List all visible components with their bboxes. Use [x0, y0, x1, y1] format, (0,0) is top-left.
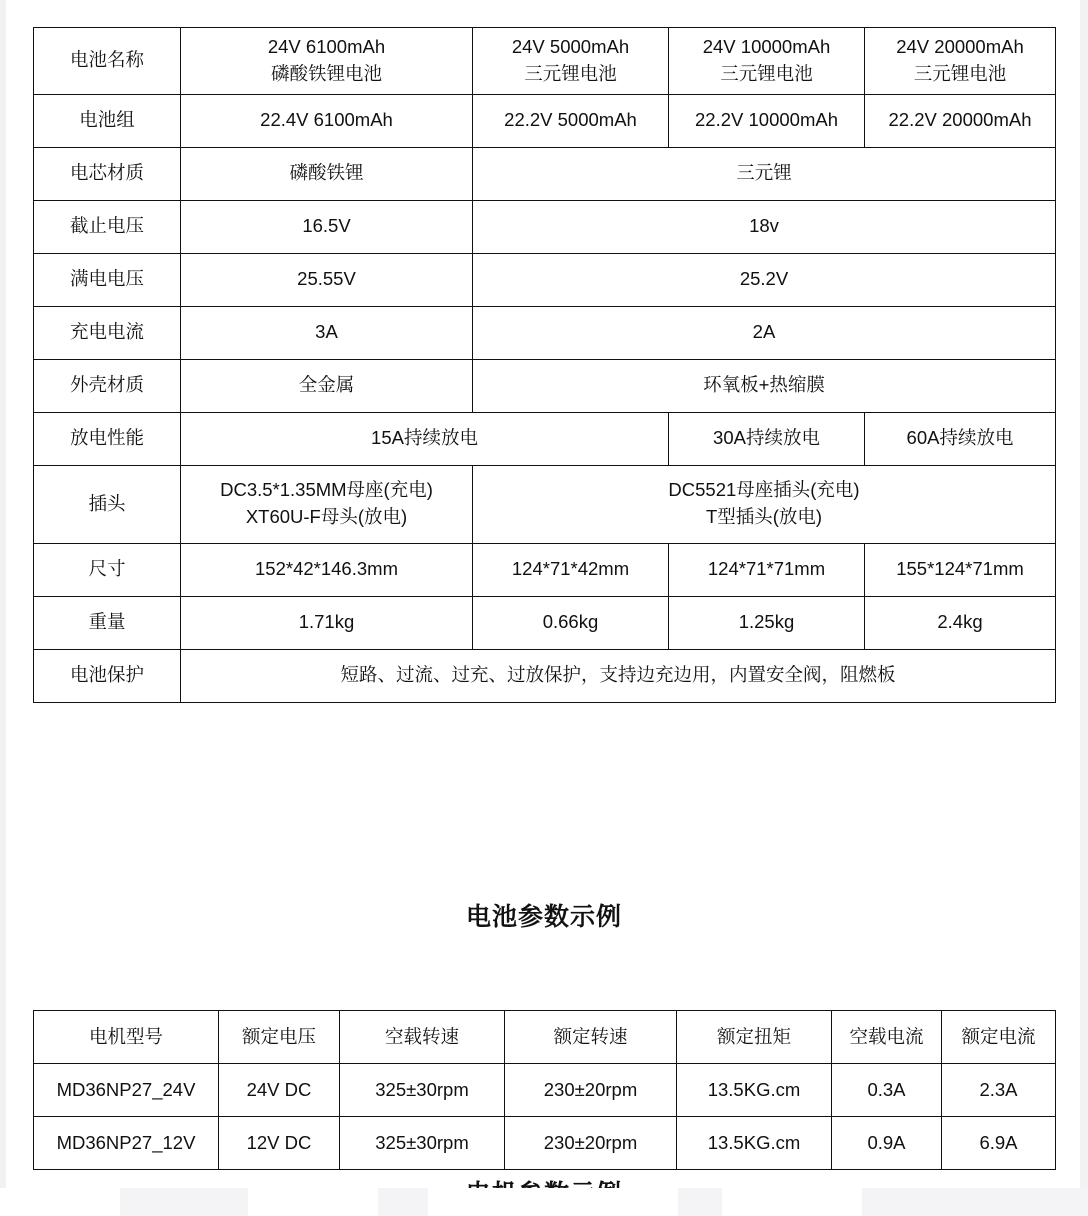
- motor-spec-table: [33, 1010, 1056, 1170]
- table-row: [34, 465, 1056, 543]
- cell-line: 22.2V 10000mAh: [695, 109, 838, 131]
- table-cell: [865, 543, 1056, 596]
- table-cell: [181, 306, 473, 359]
- table-cell: [181, 649, 1056, 702]
- table-row: [34, 28, 1056, 95]
- row-label: 尺寸: [34, 543, 181, 596]
- column-header: 额定扭矩: [677, 1011, 832, 1064]
- table-cell: [181, 543, 473, 596]
- table-cell: [181, 359, 473, 412]
- table-row: [34, 359, 1056, 412]
- table-cell: [473, 306, 1056, 359]
- table-cell: [473, 253, 1056, 306]
- motor-spec-table-container: [33, 1010, 1055, 1170]
- table-cell: 230±20rpm: [505, 1117, 677, 1170]
- table-cell: 24V DC: [219, 1064, 340, 1117]
- cell-line: 24V 20000mAh: [896, 36, 1024, 57]
- row-label: 截止电压: [34, 200, 181, 253]
- table-cell: 12V DC: [219, 1117, 340, 1170]
- cell-line: 24V 6100mAh: [267, 36, 386, 57]
- cell-line: XT60U-F母头(放电): [245, 506, 408, 528]
- cell-line: 三元锂电池: [524, 62, 617, 84]
- row-label: 电池组: [34, 94, 181, 147]
- cell-line: 3A: [315, 321, 338, 343]
- cell-line: 124*71*42mm: [511, 558, 630, 580]
- cell-line: T型插头(放电): [705, 506, 823, 528]
- table-row: [34, 94, 1056, 147]
- cell-line: 短路、过流、过充、过放保护，支持边充边用，内置安全阀，阻燃板: [340, 664, 896, 686]
- cell-line: 24V 10000mAh: [702, 36, 831, 57]
- table-cell: [669, 94, 865, 147]
- cell-line: 25.55V: [297, 268, 356, 290]
- column-header: 额定电流: [942, 1011, 1056, 1064]
- cell-line: 2.4kg: [937, 611, 983, 633]
- table-cell: [181, 596, 473, 649]
- table-cell: 2.3A: [942, 1064, 1056, 1117]
- table-cell: [181, 147, 473, 200]
- table-row: [34, 147, 1056, 200]
- table-row: [34, 200, 1056, 253]
- table-cell: [181, 28, 473, 95]
- cell-line: 磷酸铁锂: [289, 162, 364, 184]
- table-cell: [473, 465, 1056, 543]
- cell-line: 18v: [749, 215, 779, 237]
- cell-line: 30A持续放电: [713, 427, 820, 449]
- table-row: [34, 253, 1056, 306]
- cell-line: 磷酸铁锂电池: [270, 62, 382, 84]
- table-row: [34, 1064, 1056, 1117]
- table-cell: 13.5KG.cm: [677, 1064, 832, 1117]
- battery-spec-table: [33, 27, 1056, 703]
- table-row: [34, 412, 1056, 465]
- table-cell: [181, 465, 473, 543]
- table-cell: [181, 412, 669, 465]
- table-cell: [181, 253, 473, 306]
- table-row: [34, 596, 1056, 649]
- cell-line: 152*42*146.3mm: [255, 558, 398, 580]
- table-row: [34, 543, 1056, 596]
- cell-line: 22.2V 5000mAh: [504, 109, 637, 131]
- row-label: 充电电流: [34, 306, 181, 359]
- column-header: 空载转速: [340, 1011, 505, 1064]
- table-cell: [181, 200, 473, 253]
- table-cell: [473, 94, 669, 147]
- table-cell: 230±20rpm: [505, 1064, 677, 1117]
- table-cell: 0.9A: [832, 1117, 942, 1170]
- row-label: 放电性能: [34, 412, 181, 465]
- bottom-chip: [428, 1188, 678, 1216]
- cell-line: DC5521母座插头(充电): [668, 479, 860, 501]
- table-cell: [669, 412, 865, 465]
- row-label: 电池保护: [34, 649, 181, 702]
- cell-line: 25.2V: [739, 268, 789, 290]
- table-cell: [865, 412, 1056, 465]
- table-cell: 0.3A: [832, 1064, 942, 1117]
- cell-line: 124*71*71mm: [707, 558, 826, 580]
- cell-line: 22.4V 6100mAh: [260, 109, 393, 131]
- cell-line: 60A持续放电: [906, 427, 1014, 449]
- cell-line: 16.5V: [302, 215, 351, 237]
- page-bottom-band: [0, 1188, 1088, 1216]
- cell-line: 1.25kg: [738, 611, 795, 633]
- column-header: 电机型号: [34, 1011, 219, 1064]
- cell-line: 24V 5000mAh: [511, 36, 630, 57]
- row-label: 重量: [34, 596, 181, 649]
- row-label: 满电电压: [34, 253, 181, 306]
- cell-line: 三元锂电池: [913, 62, 1007, 84]
- cell-line: 155*124*71mm: [896, 558, 1024, 580]
- table-row: [34, 1117, 1056, 1170]
- table-cell: [473, 28, 669, 95]
- bottom-chip: [722, 1188, 862, 1216]
- table-cell: 6.9A: [942, 1117, 1056, 1170]
- row-label: 插头: [34, 465, 181, 543]
- table-cell: [865, 596, 1056, 649]
- table-cell: [181, 94, 473, 147]
- table-cell: 325±30rpm: [340, 1064, 505, 1117]
- cell-line: 15A持续放电: [371, 427, 478, 449]
- cell-line: 三元锂电池: [720, 62, 813, 84]
- table-cell: [473, 543, 669, 596]
- cell-line: 1.71kg: [298, 611, 355, 633]
- cell-line: 22.2V 20000mAh: [888, 109, 1032, 131]
- table-cell: MD36NP27_12V: [34, 1117, 219, 1170]
- table-cell: [865, 94, 1056, 147]
- cell-line: 环氧板+热缩膜: [703, 374, 825, 396]
- column-header: 额定转速: [505, 1011, 677, 1064]
- row-label: 电池名称: [34, 28, 181, 95]
- page-right-edge: [1080, 0, 1088, 1216]
- bottom-chip: [248, 1188, 378, 1216]
- cell-line: 三元锂: [736, 162, 792, 184]
- table-cell: [865, 28, 1056, 95]
- row-label: 外壳材质: [34, 359, 181, 412]
- battery-spec-table-container: [33, 27, 1055, 703]
- cell-line: 2A: [752, 321, 776, 343]
- cell-line: 全金属: [298, 374, 355, 396]
- table-header-row: [34, 1011, 1056, 1064]
- page-left-edge: [0, 0, 6, 1216]
- table-row: [34, 649, 1056, 702]
- table-cell: [473, 147, 1056, 200]
- table-cell: MD36NP27_24V: [34, 1064, 219, 1117]
- battery-table-caption: 电池参数示例: [465, 903, 622, 931]
- table-cell: 325±30rpm: [340, 1117, 505, 1170]
- table-cell: [669, 596, 865, 649]
- cell-line: DC3.5*1.35MM母座(充电): [220, 479, 433, 501]
- row-label: 电芯材质: [34, 147, 181, 200]
- bottom-chip: [0, 1188, 120, 1216]
- table-row: [34, 306, 1056, 359]
- table-cell: [669, 28, 865, 95]
- table-cell: [669, 543, 865, 596]
- table-cell: [473, 200, 1056, 253]
- cell-line: 0.66kg: [542, 611, 599, 633]
- table-cell: 13.5KG.cm: [677, 1117, 832, 1170]
- table-cell: [473, 359, 1056, 412]
- table-cell: [473, 596, 669, 649]
- column-header: 额定电压: [219, 1011, 340, 1064]
- column-header: 空载电流: [832, 1011, 942, 1064]
